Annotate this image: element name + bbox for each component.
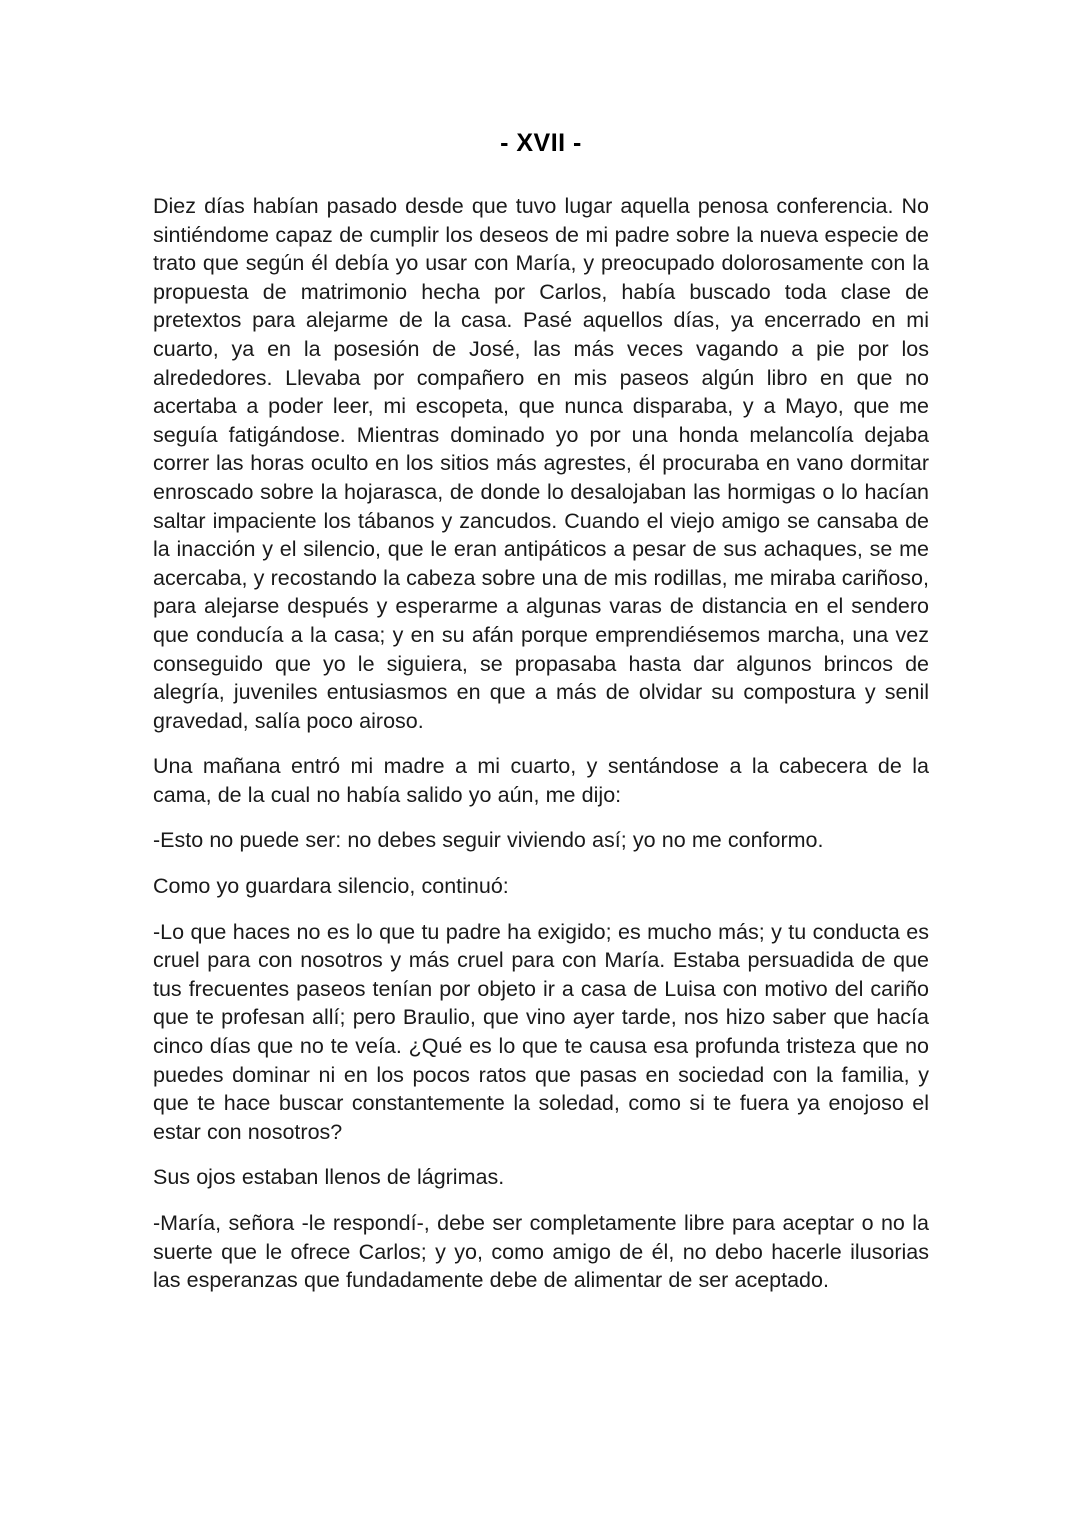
paragraph-5: -Lo que haces no es lo que tu padre ha exigido; es mucho más; y tu conducta es cruel para con nosotros y más cruel para con María. Estaba persuadida de que tus frecuentes paseos tenían por objeto ir a casa de Luisa con motivo del cariño que te profesan allí; pero Braulio, que vino ayer tarde, nos hizo saber que hacía cinco días que no te veía. ¿Qué es lo que te causa esa profunda tristeza que no puedes dominar ni en los pocos ratos que pasas en sociedad con la familia, y que te hace buscar constantemente la soledad, como si te fuera ya enojoso el estar con nosotros? — [153, 919, 929, 1144]
paragraph-1: Diez días habían pasado desde que tuvo lugar aquella penosa conferencia. No sintiéndome capaz de cumplir los deseos de mi padre sobre la nueva especie de trato que según él debía yo usar con María, y preocupado dolorosamente con la propuesta de matrimonio hecha por Carlos, había buscado toda clase de pretextos para alejarme de la casa. Pasé aquellos días, ya encerrado en mi cuarto, ya en la posesión de José, las más veces vagando a pie por los alrededores. Llevaba por compañero en mis paseos algún libro en que no acertaba a poder leer, mi escopeta, que nunca disparaba, y a Mayo, que me seguía fatigándose. Mientras dominado yo por una honda melancolía dejaba correr las horas oculto en los sitios más agrestes, él procuraba en vano dormitar enroscado sobre la hojarasca, de donde lo desalojaban las hormigas o lo hacían saltar impaciente los tábanos y zancudos. Cuando el viejo amigo se cansaba de la inacción y el silencio, que le eran antipáticos a pesar de sus achaques, se me acercaba, y recostando la cabeza sobre una de mis rodillas, me miraba cariñoso, para alejarse después y esperarme a algunas varas de distancia en el sendero que conducía a la casa; y en su afán porque emprendiésemos marcha, una vez conseguido que yo le siguiera, se propasaba hasta dar algunos brincos de alegría, juveniles entusiasmos en que a más de olvidar su compostura y senil gravedad, salía poco airoso. — [153, 194, 929, 733]
document-body — [153, 128, 929, 1295]
paragraph-4: Como yo guardara silencio, continuó: — [153, 874, 509, 899]
paragraph-7: -María, señora -le respondí-, debe ser completamente libre para aceptar o no la suerte que le ofrece Carlos; y yo, como amigo de él, no debo hacerle ilusorias las esperanzas que fundadamente debe de alimentar de ser aceptado. — [153, 1211, 929, 1293]
paragraph-6: Sus ojos estaban llenos de lágrimas. — [153, 1165, 505, 1190]
paragraph-3: -Esto no puede ser: no debes seguir viviendo así; yo no me conformo. — [153, 828, 824, 853]
paragraph-2: Una mañana entró mi madre a mi cuarto, y sentándose a la cabecera de la cama, de la cual no había salido yo aún, me dijo: — [153, 754, 929, 807]
chapter-title: - XVII - — [500, 129, 582, 157]
